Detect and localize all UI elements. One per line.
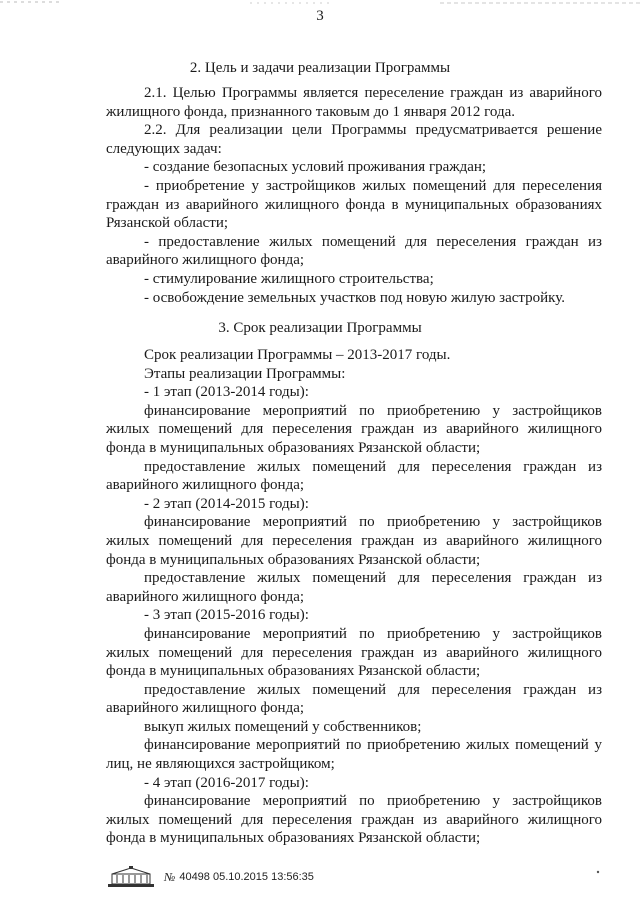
section-3-heading: 3. Срок реализации Программы [218,320,422,336]
list-item: - предоставление жилых помещений для переселения граждан из аварийного жилищного фонда; [106,233,602,269]
stage-heading: - 2 этап (2014-2015 годы): [144,495,309,512]
list-item: - создание безопасных условий проживания граждан; [144,159,487,176]
paragraph: финансирование мероприятий по приобретению жилых помещений у лиц, не являющихся застройщиком; [106,737,602,773]
paragraph: финансирование мероприятий по приобретению у застройщиков жилых помещений для переселения граждан из аварийного жилищного фонда в муниципальных образованиях Рязанской области; [106,793,602,847]
paragraph: предоставление жилых помещений для переселения граждан из аварийного жилищного фонда; [106,681,602,717]
section-3-body [106,346,602,848]
list-item: - стимулирование жилищного строительства; [144,270,434,287]
page-number: 3 [316,8,324,24]
paragraph: 2.2. Для реализации цели Программы предусматривается решение следующих задач: [106,122,602,157]
paragraph: Этапы реализации Программы: [144,365,346,382]
paragraph: 2.1. Целью Программы является переселение граждан из аварийного жилищного фонда, признанного таковым до 1 января 2012 года. [106,85,602,120]
paragraph: предоставление жилых помещений для переселения граждан из аварийного жилищного фонда; [106,458,602,494]
list-item: - освобождение земельных участков под новую жилую застройку. [144,289,566,306]
list-item: - приобретение у застройщиков жилых помещений для переселения граждан из аварийного жилищного фонда в муниципальных образованиях Рязанской области; [106,177,602,232]
paragraph: Срок реализации Программы – 2013-2017 годы. [144,347,451,363]
section-2-heading: 2. Цель и задачи реализации Программы [189,60,451,76]
paragraph: финансирование мероприятий по приобретению у застройщиков жилых помещений для переселения граждан из аварийного жилищного фонда в муниципальных образованиях Рязанской области; [106,625,602,680]
paragraph: финансирование мероприятий по приобретению у застройщиков жилых помещений для переселения граждан из аварийного жилищного фонда в муниципальных образованиях Рязанской области; [106,514,602,568]
stage-heading: - 1 этап (2013-2014 годы): [144,384,309,401]
stage-heading: - 3 этап (2015-2016 годы): [144,607,309,624]
section-2-body [106,84,602,307]
number-sign: № [164,869,176,884]
document-footer [106,866,314,888]
paragraph: финансирование мероприятий по приобретению у застройщиков жилых помещений для переселения граждан из аварийного жилищного фонда в муниципальных образованиях Рязанской области; [106,402,602,456]
paragraph: предоставление жилых помещений для переселения граждан из аварийного жилищного фонда; [106,570,602,605]
stage-heading: - 4 этап (2016-2017 годы): [144,774,309,791]
building-logo-icon [106,866,156,888]
registration-stamp: 40498 05.10.2015 13:56:35 [179,871,314,883]
paragraph: выкуп жилых помещений у собственников; [144,718,422,735]
scan-speck [596,870,600,874]
